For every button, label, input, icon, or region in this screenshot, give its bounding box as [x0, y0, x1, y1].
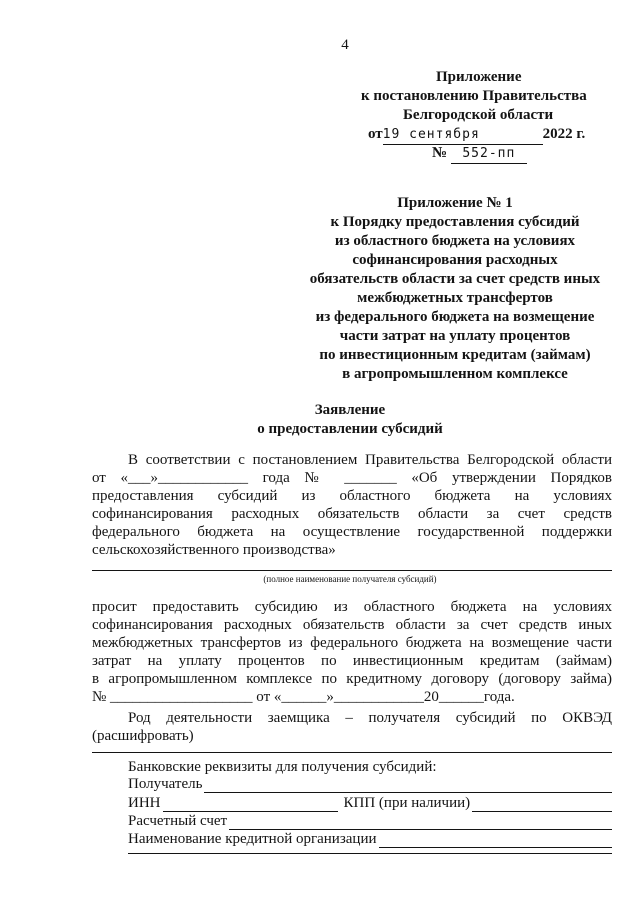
appendix-line: софинансирования расходных	[352, 252, 558, 268]
account-label: Расчетный счет	[128, 813, 228, 829]
p1-line-4: софинансирования расходных обязательств области за счет средств	[92, 506, 612, 522]
bank-extra-line[interactable]	[128, 853, 612, 854]
appendix-line: по инвестиционным кредитам (займам)	[319, 347, 591, 363]
header-line-3: Белгородской области	[403, 107, 554, 123]
kpp-label: КПП (при наличии)	[343, 795, 471, 811]
appendix-line: части затрат на уплату процентов	[339, 328, 571, 344]
p2-line-3: межбюджетных трансфертов из федерального бюджета на возмещение части	[92, 635, 612, 651]
p2-line-4: затрат на уплату процентов по инвестиционным кредитам (займам)	[92, 653, 612, 669]
number-handwritten: 552-пп	[451, 144, 527, 164]
p2-line-5: в агропромышленном комплексе по кредитному договору (договору займа)	[92, 671, 612, 687]
bank-recipient-label: Получатель	[128, 776, 203, 792]
bank-recipient-field[interactable]	[204, 778, 612, 793]
p3-line-1: Род деятельности заемщика – получателя субсидий по ОКВЭД	[128, 710, 612, 726]
appendix-line: обязательств области за счет средств иных	[309, 271, 601, 287]
kpp-field[interactable]	[472, 797, 612, 812]
appendix-line: из федерального бюджета на возмещение	[315, 309, 595, 325]
recipient-caption: (полное наименование получателя субсидий)	[263, 574, 437, 584]
okved-line[interactable]	[92, 752, 612, 753]
p2-line-1: просит предоставить субсидию из областного бюджета на условиях	[92, 599, 612, 615]
p2-line-6: № ___________________ от «______»____________20______года.	[92, 689, 515, 705]
appendix-block	[300, 194, 610, 384]
document-title: Заявление	[314, 402, 386, 418]
date-prefix: от	[368, 126, 383, 142]
appendix-line: к Порядку предоставления субсидий	[330, 214, 580, 230]
p2-line-2: софинансирования расходных обязательств области за счет средств иных	[92, 617, 612, 633]
header-line-2: к постановлению Правительства	[361, 88, 587, 104]
p1-line-5: федерального бюджета на осуществление государственной поддержки	[92, 524, 612, 540]
account-field[interactable]	[229, 815, 612, 830]
bank-account-row	[128, 813, 612, 830]
date-handwritten: 19 сентября	[383, 125, 543, 145]
header-line-1: Приложение	[436, 69, 522, 85]
bank-recipient-row[interactable]	[128, 776, 612, 793]
number-prefix: №	[432, 145, 448, 161]
p1-line-6: сельскохозяйственного производства»	[92, 542, 336, 558]
p1-line-3: предоставления субсидий из областного бюджета на условиях	[92, 488, 612, 504]
appendix-line: Приложение № 1	[397, 195, 513, 211]
p1-line-2: от «___»____________ года № _______ «Об утверждении Порядков	[92, 470, 612, 486]
bank-name-field[interactable]	[379, 833, 613, 848]
inn-label: ИНН	[128, 795, 161, 811]
p3-line-2: (расшифровать)	[92, 728, 194, 744]
page-number: 4	[341, 37, 349, 53]
bank-heading: Банковские реквизиты для получения субсидий:	[128, 759, 437, 775]
appendix-line: из областного бюджета на условиях	[334, 233, 576, 249]
appendix-line: межбюджетных трансфертов	[357, 290, 553, 306]
recipient-name-line[interactable]	[92, 570, 612, 571]
bank-name-row	[128, 831, 612, 848]
date-year: 2022 г.	[542, 126, 586, 142]
bank-inn-row	[128, 795, 612, 812]
document-subtitle: о предоставлении субсидий	[257, 421, 443, 437]
header-number	[432, 144, 527, 164]
p1-line-1: В соответствии с постановлением Правительства Белгородской области	[128, 452, 612, 468]
appendix-line: в агропромышленном комплексе	[342, 366, 568, 382]
inn-field[interactable]	[163, 797, 338, 812]
header-date	[368, 125, 585, 145]
bank-name-label: Наименование кредитной организации	[128, 831, 377, 847]
